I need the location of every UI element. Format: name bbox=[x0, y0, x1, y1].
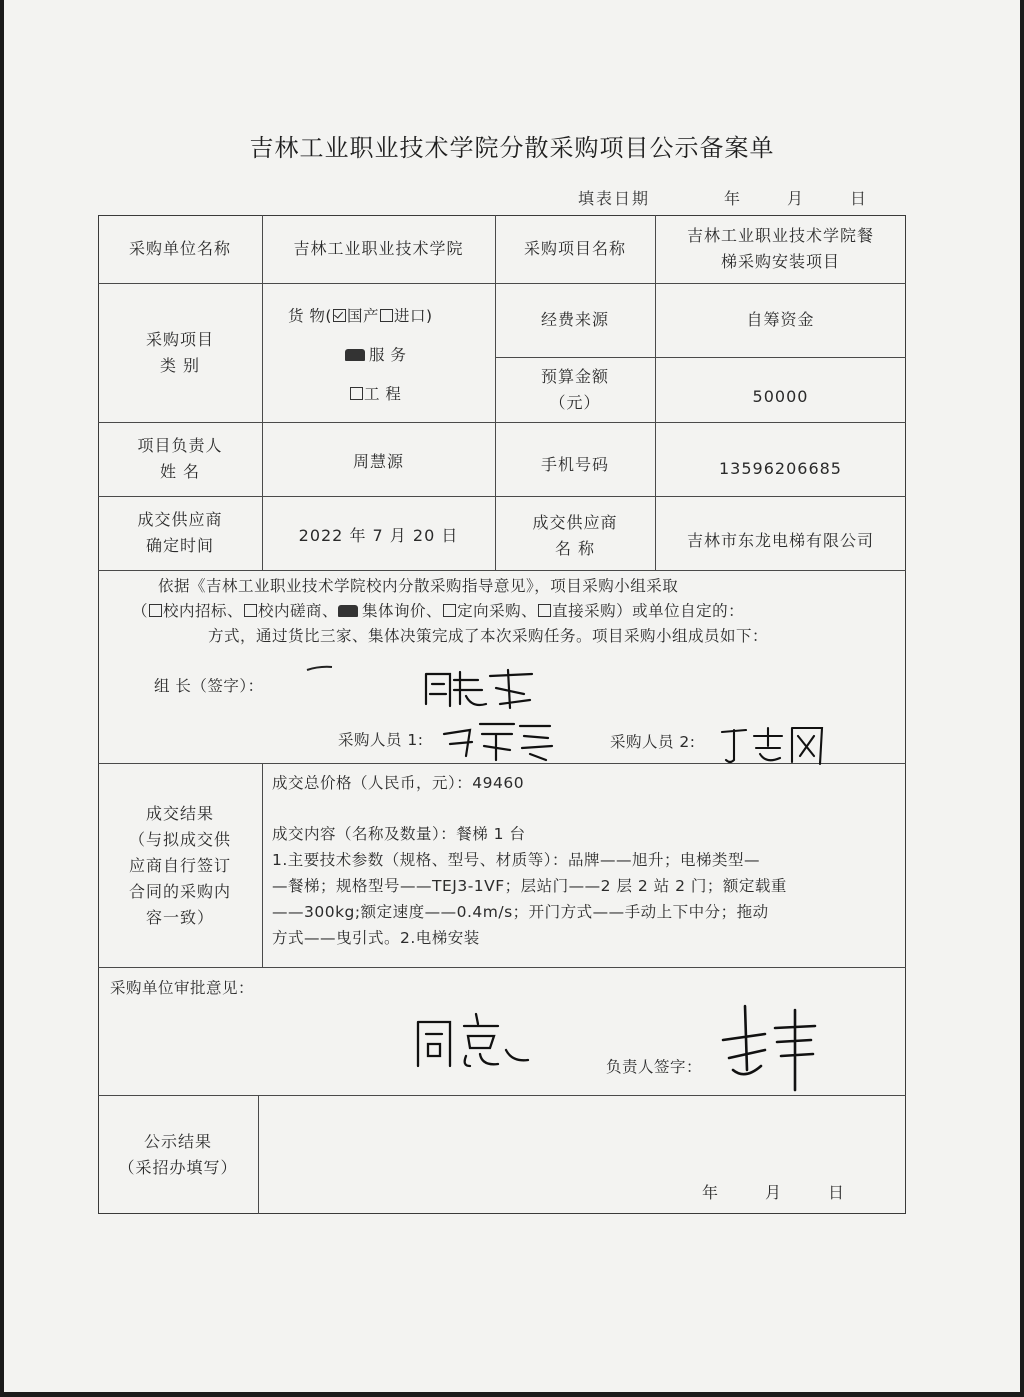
direct-purchase-label: 直接采购）或单位自定的： bbox=[552, 602, 745, 620]
internal-negotiation-label: 校内磋商、 bbox=[258, 602, 339, 620]
result-detail-2: —餐梯；规格型号——TEJ3-1VF；层站门——2 层 2 站 2 门；额定载重 bbox=[272, 877, 787, 895]
category-engineering bbox=[349, 381, 401, 407]
approval-label: 采购单位审批意见： bbox=[110, 979, 255, 997]
supplier-time-label: 成交供应商 确定时间 bbox=[137, 510, 223, 555]
domestic-label: 国产 bbox=[346, 307, 379, 325]
internal-tender-label: 校内招标、 bbox=[163, 602, 244, 620]
result-detail-3: ——300kg;额定速度——0.4m/s；开门方式——手动上下中分；拖动 bbox=[272, 903, 769, 921]
basis-line-3: 方式，通过货比三家、集体决策完成了本次采购任务。项目采购小组成员如下： bbox=[208, 627, 769, 645]
basis-line-2: （ 校内招标、 校内磋商、 集体询价、 定向采购、 直接采购）或单位自定的： bbox=[132, 602, 745, 620]
publicity-day: 日 bbox=[828, 1183, 845, 1202]
engineering-checkbox[interactable] bbox=[350, 387, 363, 400]
approval-opinion-signature bbox=[410, 1008, 540, 1072]
dash-mark bbox=[305, 662, 335, 676]
service-label: 服 务 bbox=[369, 346, 407, 364]
project-name-label: 采购项目名称 bbox=[523, 239, 626, 258]
fill-date-month: 月 bbox=[787, 189, 806, 208]
publicity-label: 公示结果 （采招办填写） bbox=[118, 1131, 238, 1177]
directed-purchase-checkbox[interactable] bbox=[443, 604, 456, 617]
supplier-name-value: 吉林市东龙电梯有限公司 bbox=[686, 531, 874, 550]
domestic-checkbox[interactable] bbox=[333, 309, 346, 322]
supplier-time-value: 2022 年 7 月 20 日 bbox=[298, 526, 459, 545]
directed-purchase-label: 定向采购、 bbox=[457, 602, 538, 620]
fill-date-day: 日 bbox=[850, 189, 869, 208]
manager-value: 周慧源 bbox=[352, 452, 404, 471]
unit-name-value: 吉林工业职业技术学院 bbox=[293, 239, 464, 258]
fill-date-year: 年 bbox=[724, 189, 743, 208]
supplier-name-label: 成交供应商 名 称 bbox=[532, 513, 618, 558]
approval-signer-signature bbox=[715, 1000, 825, 1096]
funding-label: 经费来源 bbox=[540, 310, 609, 329]
imported-checkbox[interactable] bbox=[380, 309, 393, 322]
publicity-month: 月 bbox=[765, 1183, 782, 1202]
category-goods bbox=[288, 303, 433, 329]
approval-signer-label: 负责人签字： bbox=[606, 1058, 703, 1076]
document-title: 吉林工业职业技术学院分散采购项目公示备案单 bbox=[249, 134, 775, 162]
engineering-label: 工 程 bbox=[364, 385, 402, 403]
result-detail-4: 方式——曳引式。2.电梯安装 bbox=[272, 929, 480, 947]
goods-label: 货 物( bbox=[288, 307, 332, 325]
phone-label: 手机号码 bbox=[540, 455, 609, 474]
buyer2-signature bbox=[718, 722, 830, 768]
direct-purchase-checkbox[interactable] bbox=[538, 604, 551, 617]
buyer1-signature bbox=[440, 716, 560, 764]
publicity-year: 年 bbox=[702, 1183, 719, 1202]
checked-stamp-icon[interactable] bbox=[338, 605, 358, 617]
leader-signature bbox=[420, 664, 540, 712]
funding-value: 自筹资金 bbox=[746, 310, 815, 329]
unit-name-label: 采购单位名称 bbox=[128, 239, 231, 258]
result-label: 成交结果 （与拟成交供 应商自行签订 合同的采购内 容一致） bbox=[128, 804, 231, 927]
budget-value: 50000 bbox=[752, 386, 809, 406]
rule bbox=[98, 967, 906, 968]
fill-date-label: 填表日期 bbox=[578, 189, 651, 208]
imported-label: 进口) bbox=[394, 307, 433, 325]
buyer2-label: 采购人员 2: bbox=[610, 733, 696, 751]
result-detail-1: 1.主要技术参数（规格、型号、材质等）：品牌——旭升；电梯类型— bbox=[272, 851, 761, 869]
manager-label: 项目负责人 姓 名 bbox=[137, 436, 223, 481]
result-content: 成交内容（名称及数量）：餐梯 1 台 bbox=[272, 825, 526, 843]
group-inquiry-label: 集体询价、 bbox=[362, 602, 443, 620]
budget-label: 预算金额 （元） bbox=[540, 366, 609, 412]
checked-stamp-icon[interactable] bbox=[345, 349, 365, 361]
category-service bbox=[345, 342, 406, 368]
internal-negotiation-checkbox[interactable] bbox=[244, 604, 257, 617]
buyer1-label: 采购人员 1: bbox=[338, 731, 424, 749]
rule bbox=[258, 1095, 259, 1214]
basis-line-1: 依据《吉林工业职业技术学院校内分散采购指导意见》，项目采购小组采取 bbox=[158, 577, 679, 595]
phone-value: 13596206685 bbox=[719, 459, 842, 478]
leader-sign-label: 组 长（签字）： bbox=[154, 677, 264, 695]
rule bbox=[262, 763, 263, 967]
internal-tender-checkbox[interactable] bbox=[149, 604, 162, 617]
category-label: 采购项目 类 别 bbox=[145, 329, 214, 375]
project-name-value: 吉林工业职业技术学院餐 梯采购安装项目 bbox=[686, 226, 874, 271]
result-total: 成交总价格（人民币，元）：49460 bbox=[272, 774, 525, 792]
